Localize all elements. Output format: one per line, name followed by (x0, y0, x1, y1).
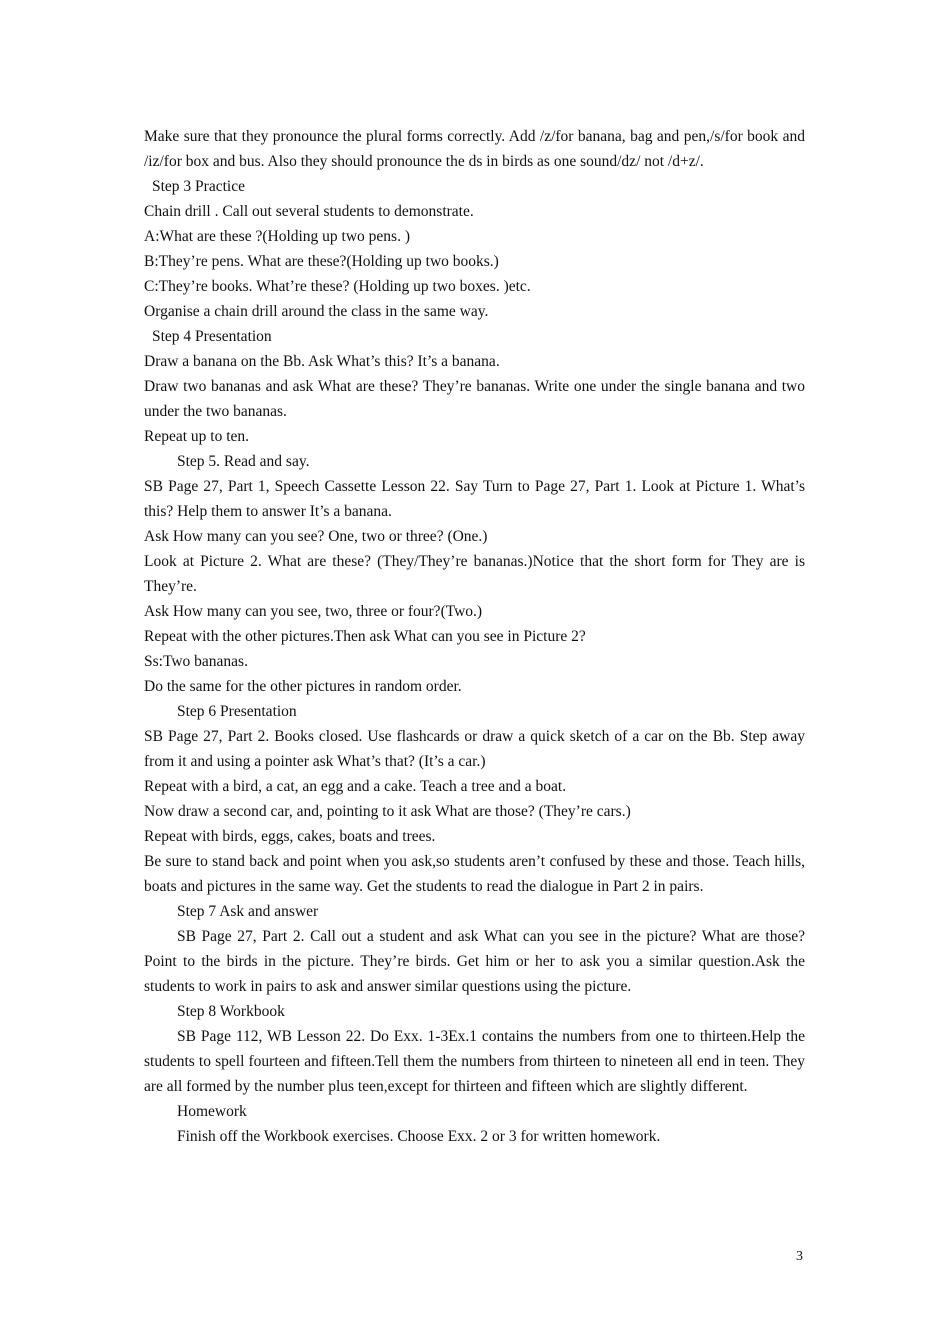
paragraph: Repeat with birds, eggs, cakes, boats and trees. (144, 828, 436, 845)
paragraph: Repeat with a bird, a cat, an egg and a cake. Teach a tree and a boat. (144, 778, 567, 795)
paragraph: Chain drill . Call out several students to demonstrate. (144, 203, 474, 220)
homework-heading: Homework (177, 1103, 247, 1120)
step-heading: Step 3 Practice (152, 178, 245, 195)
paragraph: Make sure that they pronounce the plural forms correctly. Add /z/for banana, bag and pen,/s/for book and /iz/for box and bus. Also they should pronounce the ds in birds as one sound/dz/ not /d+z/. (144, 128, 805, 170)
paragraph: SB Page 27, Part 1, Speech Cassette Lesson 22. Say Turn to Page 27, Part 1. Look at Picture 1. What’s this? Help them to answer It’s a banana. (144, 478, 805, 520)
paragraph: Organise a chain drill around the class in the same way. (144, 303, 489, 320)
step-heading: Step 5. Read and say. (177, 453, 310, 470)
homework-text: Finish off the Workbook exercises. Choose Exx. 2 or 3 for written homework. (177, 1128, 661, 1145)
step-heading: Step 4 Presentation (152, 328, 272, 345)
step-heading: Step 7 Ask and answer (177, 903, 319, 920)
paragraph: Be sure to stand back and point when you ask,so students aren’t confused by these and those. Teach hills, boats and pictures in the same way. Get the students to read the dialogue in Part 2 in pairs. (144, 853, 805, 895)
paragraph: Repeat up to ten. (144, 428, 250, 445)
step-heading: Step 8 Workbook (177, 1003, 285, 1020)
paragraph: Ask How many can you see? One, two or three? (One.) (144, 528, 488, 545)
paragraph: Now draw a second car, and, pointing to it ask What are those? (They’re cars.) (144, 803, 631, 820)
step-heading: Step 6 Presentation (177, 703, 297, 720)
paragraph: Repeat with the other pictures.Then ask What can you see in Picture 2? (144, 628, 586, 645)
paragraph: Ask How many can you see, two, three or four?(Two.) (144, 603, 483, 620)
paragraph: SB Page 27, Part 2. Call out a student and ask What can you see in the picture? What are those? Point to the birds in the picture. They’re birds. Get him or her to ask you a similar question.Ask the students to work in pairs to ask and answer similar questions using the picture. (144, 928, 805, 995)
page-number: 3 (796, 1249, 803, 1264)
dialogue-line: Ss:Two bananas. (144, 653, 248, 670)
dialogue-line: C:They’re books. What’re these? (Holding up two boxes. )etc. (144, 278, 531, 295)
paragraph: Look at Picture 2. What are these? (They/They’re bananas.)Notice that the short form for They are is They’re. (144, 553, 805, 595)
paragraph: Do the same for the other pictures in random order. (144, 678, 462, 695)
paragraph: Draw two bananas and ask What are these? They’re bananas. Write one under the single banana and two under the two bananas. (144, 378, 805, 420)
dialogue-line: A:What are these ?(Holding up two pens. ) (144, 228, 411, 245)
dialogue-line: B:They’re pens. What are these?(Holding up two books.) (144, 253, 499, 270)
paragraph: SB Page 27, Part 2. Books closed. Use flashcards or draw a quick sketch of a car on the Bb. Step away from it and using a pointer ask What’s that? (It’s a car.) (144, 728, 805, 770)
paragraph: SB Page 112, WB Lesson 22. Do Exx. 1-3Ex.1 contains the numbers from one to thirteen.Help the students to spell fourteen and fifteen.Tell them the numbers from thirteen to nineteen all end in teen. They are all formed by the number plus teen,except for thirteen and fifteen which are slightly different. (144, 1028, 805, 1095)
document-body (144, 124, 805, 1149)
paragraph: Draw a banana on the Bb. Ask What’s this? It’s a banana. (144, 353, 500, 370)
